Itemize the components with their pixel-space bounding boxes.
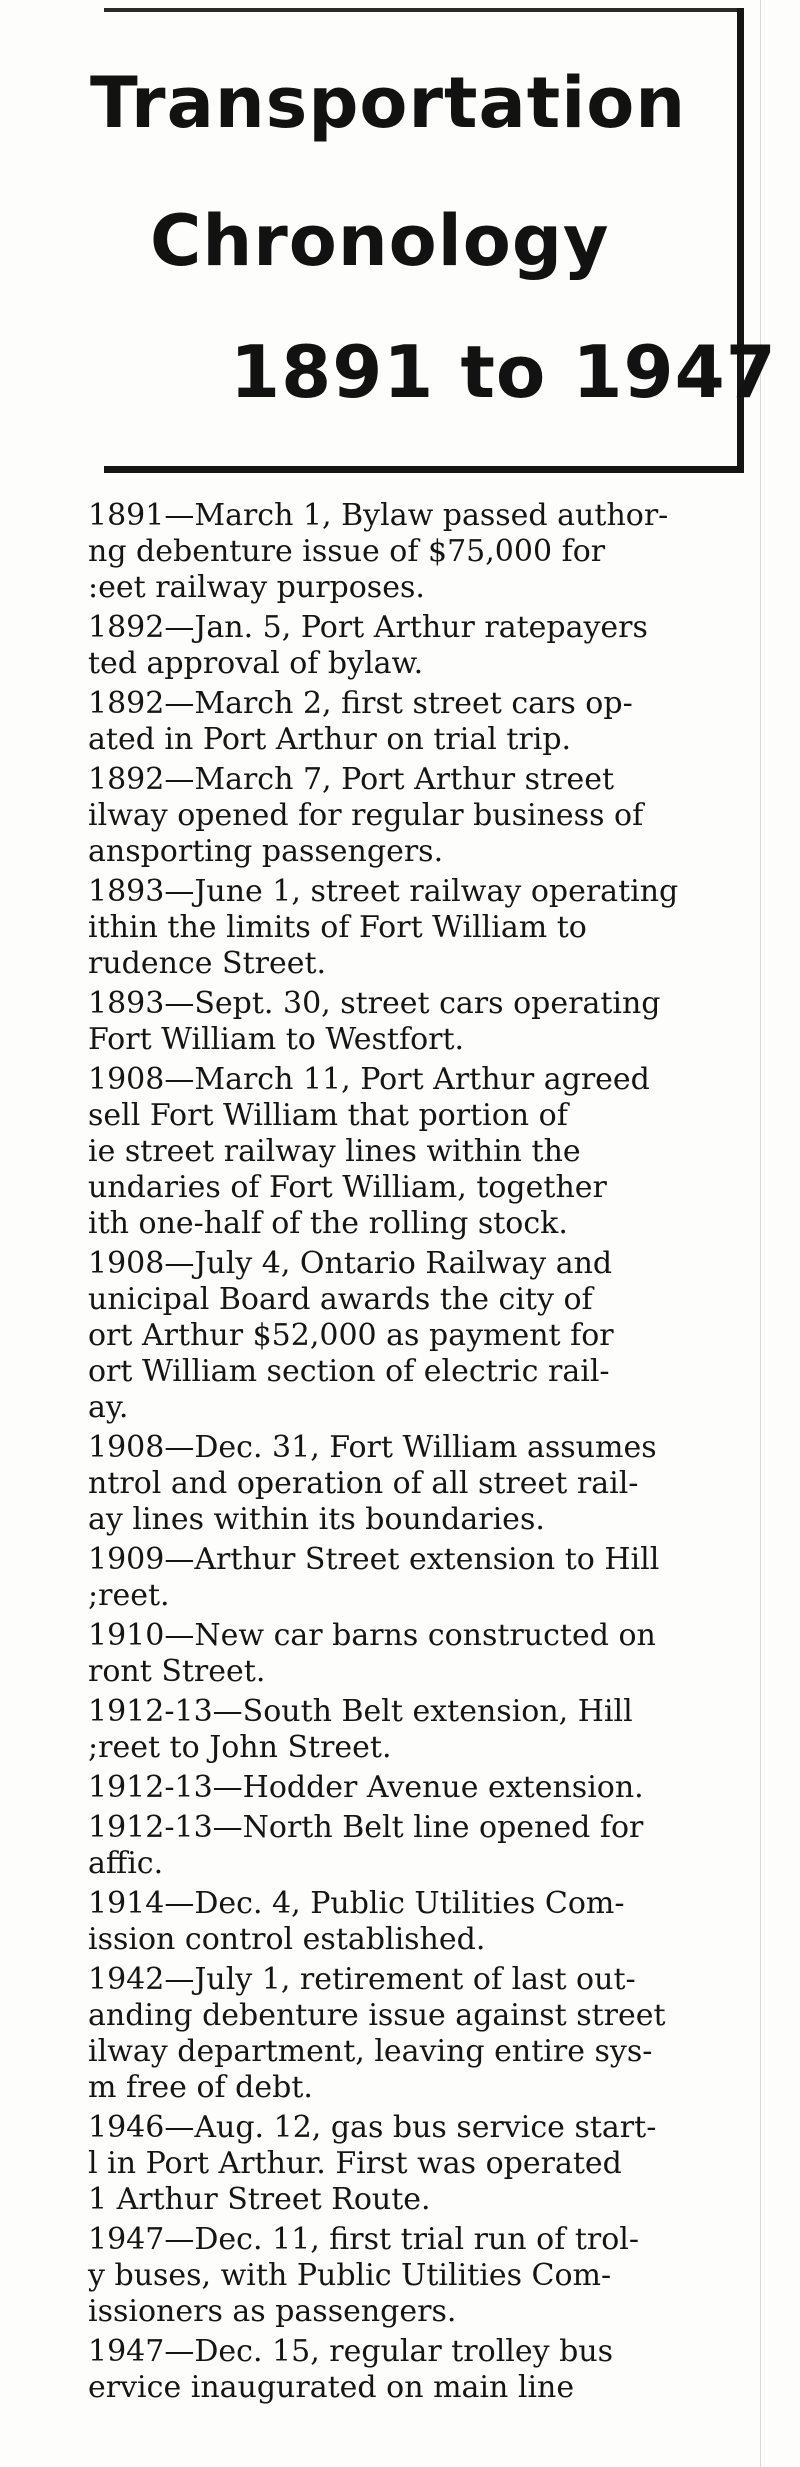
chronology-entry-line: ;reet to John Street. (88, 1730, 392, 1765)
chronology-entry-line: Fort William to Westfort. (88, 1022, 465, 1057)
chronology-entry-line: 1910—New car barns constructed on (88, 1618, 656, 1653)
chronology-entry-line: affic. (88, 1846, 164, 1881)
chronology-entry (88, 1430, 752, 1538)
chronology-entry-line: 1893—June 1, street railway operating (88, 874, 679, 909)
chronology-entry (88, 1886, 752, 1958)
chronology-entry (88, 2334, 752, 2406)
chronology-entry (88, 498, 752, 606)
chronology-entry-line: ithin the limits of Fort William to (88, 910, 587, 945)
chronology-entry-line: ervice inaugurated on main line (88, 2370, 575, 2405)
chronology-entry (88, 874, 752, 982)
chronology-entry (88, 1770, 752, 1806)
chronology-entry-line: ort Arthur $52,000 as payment for (88, 1318, 614, 1353)
chronology-entry (88, 2222, 752, 2330)
chronology-entry-line: 1 Arthur Street Route. (88, 2182, 431, 2217)
chronology-entry-line: ort William section of electric rail- (88, 1354, 610, 1389)
headline-line-1: Transportation (90, 62, 687, 144)
chronology-entry-line: 1908—July 4, Ontario Railway and (88, 1246, 613, 1281)
chronology-entry-line: sell Fort William that portion of (88, 1098, 568, 1133)
chronology-entry-line: ront Street. (88, 1654, 266, 1689)
chronology-entry-line: ng debenture issue of $75,000 for (88, 534, 606, 569)
chronology-entry-line: ntrol and operation of all street rail- (88, 1466, 639, 1501)
chronology-entry-line: 1947—Dec. 15, regular trolley bus (88, 2334, 614, 2369)
chronology-entry-line: 1908—March 11, Port Arthur agreed (88, 1062, 650, 1097)
chronology-entry-line: 1893—Sept. 30, street cars operating (88, 986, 661, 1021)
chronology-entry-line: undaries of Fort William, together (88, 1170, 607, 1205)
chronology-entry-line: 1908—Dec. 31, Fort William assumes (88, 1430, 657, 1465)
chronology-entry-line: ilway opened for regular business of (88, 798, 644, 833)
chronology-entry-line: ay lines within its boundaries. (88, 1502, 545, 1537)
chronology-entry-line: 1946—Aug. 12, gas bus service start- (88, 2110, 657, 2145)
chronology-entry-line: ay. (88, 1390, 129, 1425)
chronology-entry (88, 986, 752, 1058)
chronology-entry-line: l in Port Arthur. First was operated (88, 2146, 622, 2181)
chronology-entry-line: 1912-13—Hodder Avenue extension. (88, 1770, 644, 1805)
chronology-entry (88, 610, 752, 682)
chronology-entry-line: issioners as passengers. (88, 2294, 457, 2329)
chronology-entry-line: m free of debt. (88, 2070, 313, 2105)
chronology-entry (88, 762, 752, 870)
chronology-entry-line: anding debenture issue against street (88, 1998, 666, 2033)
chronology-entry-line: 1912-13—North Belt line opened for (88, 1810, 644, 1845)
chronology-entry-line: ilway department, leaving entire sys- (88, 2034, 653, 2069)
chronology-entry-line: ission control established. (88, 1922, 486, 1957)
chronology-entry (88, 1542, 752, 1614)
chronology-entry-line: y buses, with Public Utilities Com- (88, 2258, 612, 2293)
chronology-entry-line: ie street railway lines within the (88, 1134, 581, 1169)
chronology-entry (88, 1618, 752, 1690)
chronology-entry-line: :eet railway purposes. (88, 570, 425, 605)
chronology-entry-line: 1891—March 1, Bylaw passed author- (88, 498, 669, 533)
chronology-entry-line: ated in Port Arthur on trial trip. (88, 722, 572, 757)
headline-line-2: Chronology (150, 200, 610, 282)
chronology-entry (88, 1810, 752, 1882)
headline-line-3: 1891 to 1947 (230, 330, 777, 414)
chronology-entry-line: 1892—March 7, Port Arthur street (88, 762, 615, 797)
chronology-entry (88, 1246, 752, 1426)
chronology-entry (88, 1062, 752, 1242)
chronology-entry (88, 1694, 752, 1766)
chronology-entry-line: 1909—Arthur Street extension to Hill (88, 1542, 660, 1577)
chronology-entry-line: ;reet. (88, 1578, 170, 1613)
chronology-entry-line: ansporting passengers. (88, 834, 444, 869)
chronology-column (88, 498, 752, 2410)
chronology-entry-line: ith one-half of the rolling stock. (88, 1206, 568, 1241)
headline-top-rule (104, 8, 737, 12)
chronology-entry-line: 1914—Dec. 4, Public Utilities Com- (88, 1886, 625, 1921)
chronology-entry-line: 1912-13—South Belt extension, Hill (88, 1694, 633, 1729)
chronology-entry (88, 686, 752, 758)
chronology-entry-line: unicipal Board awards the city of (88, 1282, 593, 1317)
chronology-entry-line: rudence Street. (88, 946, 327, 981)
chronology-entry-line: 1947—Dec. 11, first trial run of trol- (88, 2222, 640, 2257)
chronology-entry (88, 1962, 752, 2106)
chronology-entry-line: 1942—July 1, retirement of last out- (88, 1962, 636, 1997)
chronology-entry (88, 2110, 752, 2218)
chronology-entry-line: ted approval of bylaw. (88, 646, 424, 681)
chronology-entry-line: 1892—Jan. 5, Port Arthur ratepayers (88, 610, 648, 645)
chronology-entry-line: 1892—March 2, first street cars op- (88, 686, 633, 721)
